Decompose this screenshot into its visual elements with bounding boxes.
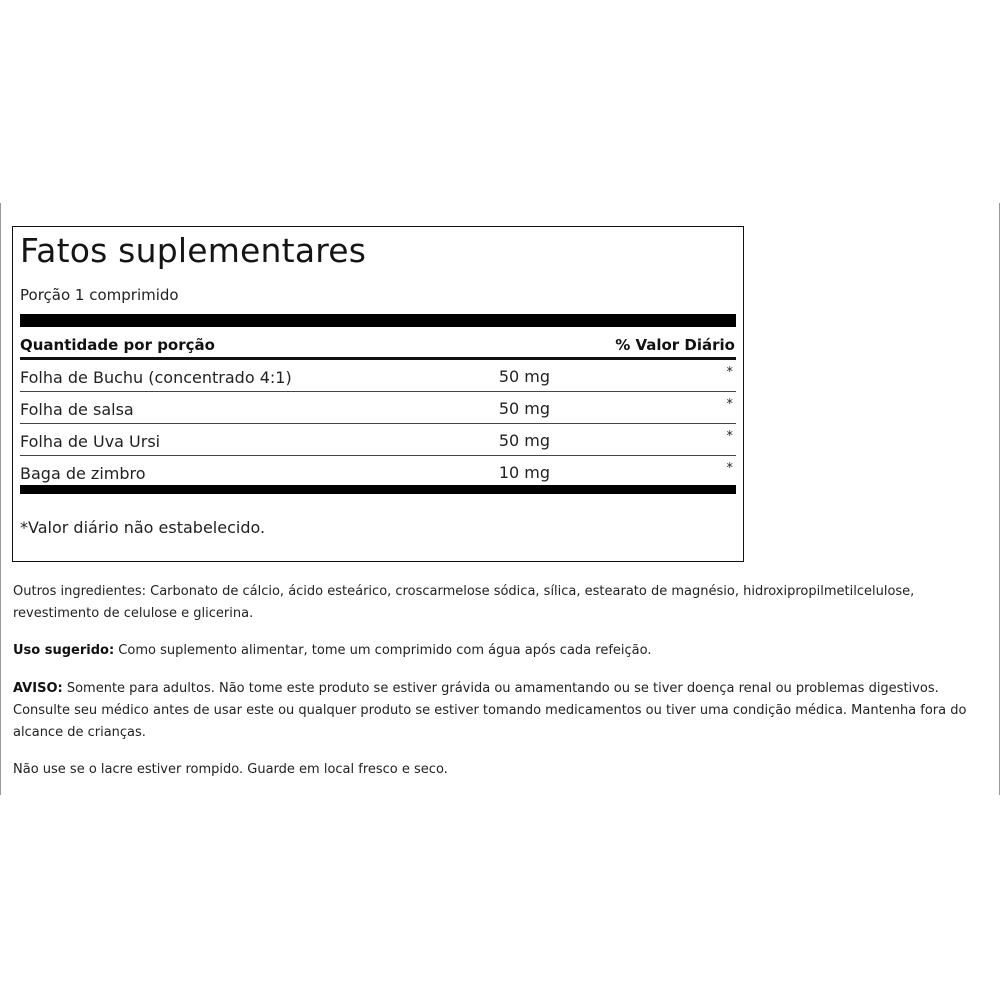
daily-value-footnote: *Valor diário não estabelecido. <box>20 518 266 537</box>
warning <box>13 678 993 744</box>
suggested-use-text: Como suplemento alimentar, tome um comprimido com água após cada refeição. <box>114 643 652 658</box>
warning-label: AVISO: <box>13 681 63 696</box>
ingredient-daily-value: * <box>726 429 733 444</box>
ingredient-name: Baga de zimbro <box>20 464 146 483</box>
ingredient-daily-value: * <box>726 461 733 476</box>
ingredient-rows <box>20 360 736 488</box>
ingredient-name: Folha de Uva Ursi <box>20 432 161 451</box>
ingredient-row <box>20 424 736 456</box>
ingredient-amount: 10 mg <box>498 463 550 482</box>
suggested-use <box>13 640 993 662</box>
serving-size: Porção 1 comprimido <box>20 286 179 304</box>
other-ingredients: Outros ingredientes: Carbonato de cálcio, ácido esteárico, croscarmelose sódica, sílica, estearato de magnésio, hidroxipropilmetilcelulose, revestimento de celulose e glicerina. <box>13 584 915 621</box>
storage-note: Não use se o lacre estiver rompido. Guarde em local fresco e seco. <box>13 762 448 777</box>
ingredient-row <box>20 392 736 424</box>
ingredient-name: Folha de salsa <box>20 400 134 419</box>
suggested-use-label: Uso sugerido: <box>13 643 115 658</box>
ingredient-name: Folha de Buchu (concentrado 4:1) <box>20 368 292 387</box>
ingredient-amount: 50 mg <box>498 399 550 418</box>
ingredient-daily-value: * <box>726 365 733 380</box>
warning-text: Somente para adultos. Não tome este produto se estiver grávida ou amamentando ou se tiver doença renal ou problemas digestivos. Consulte seu médico antes de usar este ou qualquer produto se estiver tomando medicamentos ou tiver uma condição médica. Mantenha fora do alcance de crianças. <box>13 681 967 740</box>
ingredient-amount: 50 mg <box>498 431 550 450</box>
daily-value-header: % Valor Diário <box>615 336 735 354</box>
left-edge-divider <box>0 203 1 795</box>
ingredient-row <box>20 456 736 488</box>
thick-divider-top <box>20 314 736 327</box>
ingredient-amount: 50 mg <box>498 367 550 386</box>
amount-per-serving-header: Quantidade por porção <box>20 336 215 354</box>
facts-title: Fatos suplementares <box>20 231 367 270</box>
ingredient-daily-value: * <box>726 397 733 412</box>
thick-divider-bottom <box>20 485 736 494</box>
supplement-facts-panel <box>12 226 744 562</box>
ingredient-row <box>20 360 736 392</box>
